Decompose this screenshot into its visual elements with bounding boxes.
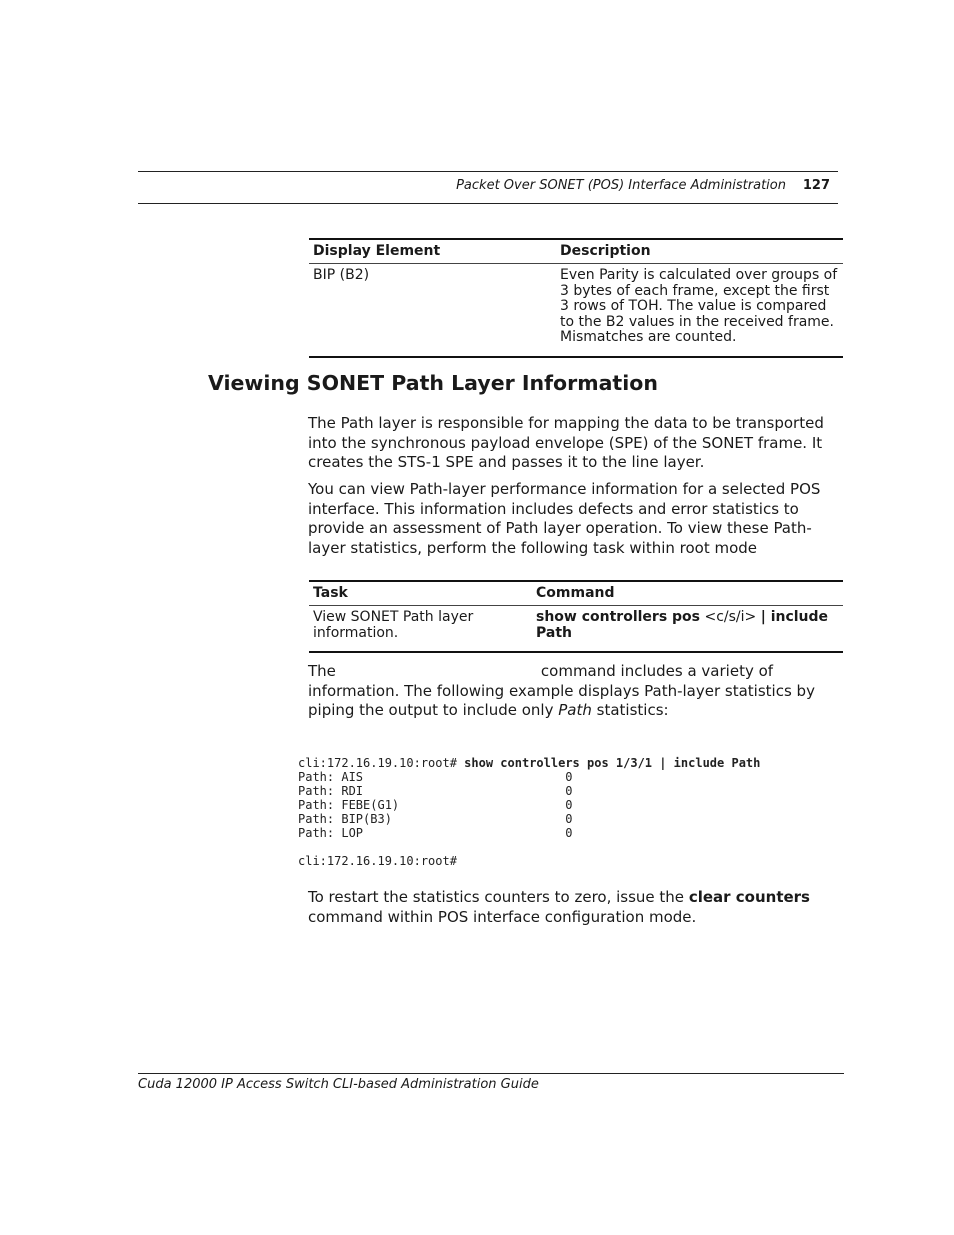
command-argument: <c/s/i>	[700, 609, 761, 625]
description-cell: Even Parity is calculated over groups of 3 bytes of each frame, except the first 3 rows of TOH. The value is compared to the B2 values in the received frame. Mismatches are counted.	[560, 267, 838, 345]
paragraph-body: command includes a variety of information. The following example displays Path-layer statistics by piping the output to include only	[308, 662, 815, 720]
path-layer-intro-paragraph: The Path layer is responsible for mapping the data to be transported into the synchronous payload envelope (SPE) of the SONET frame. It creates the STS-1 SPE and passes it to the line layer.	[308, 414, 824, 472]
clear-counters-command: clear counters	[688, 888, 810, 906]
header-rule-bottom	[138, 203, 838, 204]
column-header-task: Task	[313, 585, 348, 601]
section-heading: Viewing SONET Path Layer Information	[208, 371, 658, 395]
page-number: 127	[802, 178, 830, 193]
column-header-display-element: Display Element	[313, 243, 441, 259]
cli-final-prompt: cli:172.16.19.10:root#	[298, 854, 457, 868]
table-header-row	[309, 239, 843, 264]
task-command-table	[309, 580, 843, 653]
clear-counters-paragraph	[308, 888, 842, 927]
footer-rule	[138, 1073, 844, 1074]
task-cell: View SONET Path layer information.	[313, 609, 474, 641]
header-rule-top	[138, 171, 838, 172]
paragraph-tail: command within POS interface configuration mode.	[308, 907, 697, 926]
table-header-row	[309, 581, 843, 606]
command-filter: | include Path	[536, 609, 829, 641]
cli-output-line: Path: FEBE(G1) 0	[298, 798, 573, 812]
cli-prompt: cli:172.16.19.10:root#	[298, 756, 465, 770]
path-italic: Path	[558, 701, 592, 720]
paragraph-lead: The	[308, 662, 336, 680]
command-description-paragraph	[308, 662, 842, 721]
running-header-title: Packet Over SONET (POS) Interface Administration	[456, 178, 786, 193]
cli-command: show controllers pos 1/3/1 | include Path	[464, 756, 761, 770]
display-element-table	[309, 238, 843, 358]
table-row	[309, 606, 843, 653]
cli-output-line: Path: BIP(B3) 0	[298, 812, 573, 826]
paragraph-tail: statistics:	[591, 701, 669, 720]
cli-output-line: Path: LOP 0	[298, 826, 573, 840]
table-row	[309, 264, 843, 357]
cli-example-code	[298, 756, 760, 868]
command-cell	[532, 606, 843, 653]
command-keyword: show controllers pos	[536, 609, 701, 625]
display-element-cell: BIP (B2)	[313, 267, 370, 283]
footer-guide-title: Cuda 12000 IP Access Switch CLI-based Administration Guide	[138, 1077, 539, 1092]
column-header-description: Description	[560, 243, 651, 259]
cli-output-line: Path: RDI 0	[298, 784, 573, 798]
cli-output-line: Path: AIS 0	[298, 770, 573, 784]
column-header-command: Command	[536, 585, 615, 601]
path-layer-view-paragraph: You can view Path-layer performance information for a selected POS interface. This information includes defects and error statistics to provide an assessment of Path layer operation. To view these Path-layer statistics, perform the following task within root mode	[308, 480, 821, 557]
paragraph-lead: To restart the statistics counters to zero, issue the	[308, 888, 689, 906]
